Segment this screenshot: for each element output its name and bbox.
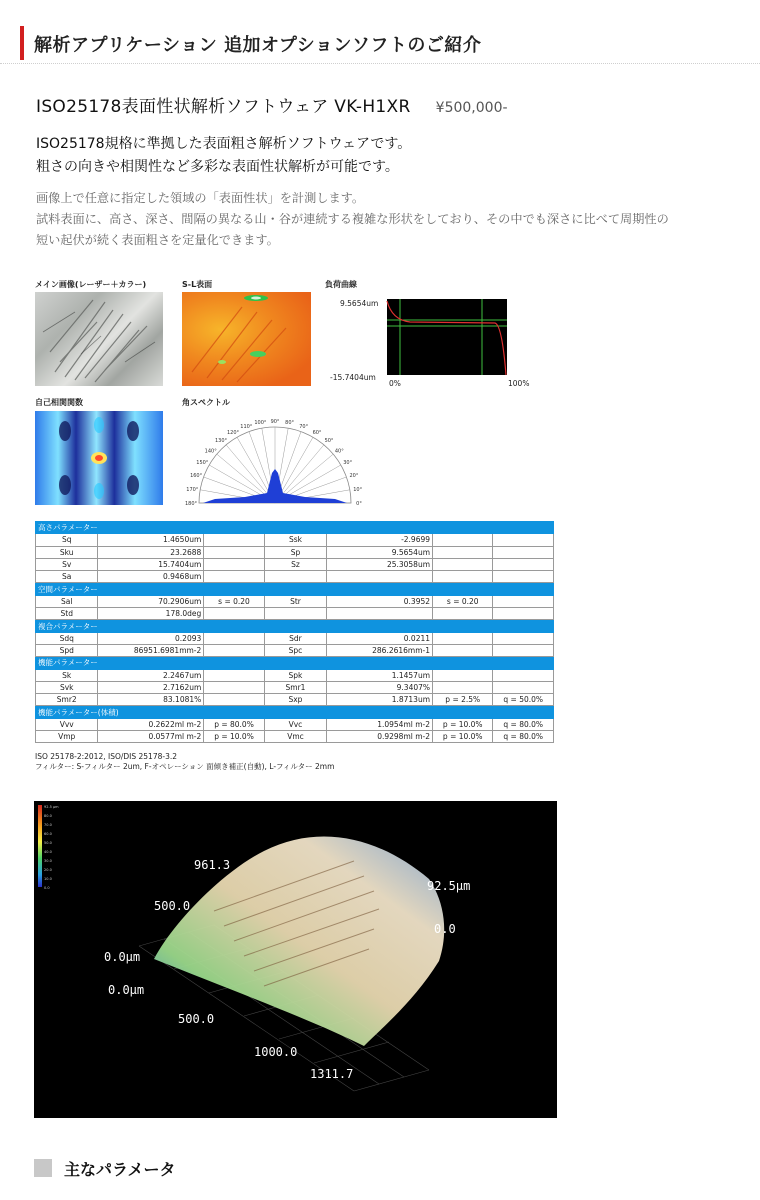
table-cell [327,571,433,583]
table-cell: 70.2906um [98,595,204,607]
polar-angle-label: 180° [184,501,198,507]
table-cell: Str [264,595,326,607]
section-title-cell: 高さパラメーター [36,522,554,534]
polar-angle-label: 10° [353,486,363,493]
table-cell: Sz [264,558,326,570]
table-cell: Smr1 [264,681,326,693]
table-cell [204,571,264,583]
axis-label: 92.5μm [427,879,471,893]
table-cell [433,546,493,558]
table-cell: p = 10.0% [204,731,264,743]
table-cell [493,571,554,583]
polar-angle-label: 160° [190,473,203,479]
table-row [36,608,554,620]
table-cell: Svk [36,681,98,693]
table-row [36,644,554,656]
table-cell: 0.2622ml m-2 [98,718,204,730]
axis-label: 500.0 [178,1012,215,1026]
axis-label: 1000.0 [254,1045,298,1059]
table-cell [433,534,493,546]
autocorrelation-image [35,411,163,505]
table-section-header [36,706,554,718]
table-row [36,558,554,570]
polar-angle-label: 50° [324,438,334,445]
color-scale-bar [38,805,42,887]
table-cell: 0.9468um [98,571,204,583]
table-cell: 9.3407% [327,681,433,693]
table-cell [433,644,493,656]
table-cell [433,558,493,570]
table-cell: Smr2 [36,694,98,706]
table-cell: Spk [264,669,326,681]
description-line: 画像上で任意に指定した領域の「表面性状」を計測します。 [36,191,365,205]
table-cell: 1.0954ml m-2 [327,718,433,730]
load-curve-x-left: 0% [389,379,401,388]
angle-spectrum-chart [180,410,370,510]
table-cell [433,608,493,620]
sl-surface-label: S-L表面 [182,280,213,289]
sl-surface-features [182,292,311,386]
table-cell: 15.7404um [98,558,204,570]
table-cell [204,644,264,656]
parameters-table [35,521,554,743]
table-cell [327,608,433,620]
table-cell: Sv [36,558,98,570]
polar-angle-label: 170° [186,486,199,493]
polar-angle-label: 60° [312,430,322,436]
table-cell: Sal [36,595,98,607]
table-cell: Spd [36,644,98,656]
table-cell: 83.1081% [98,694,204,706]
table-cell: p = 10.0% [433,718,493,730]
color-scale-tick: 30.0 [44,859,52,863]
table-row [36,718,554,730]
load-curve-y-top: 9.5654um [340,299,379,308]
color-scale-tick: 0.0 [44,886,50,890]
table-cell [204,632,264,644]
accent-bar [20,26,24,60]
table-cell [204,558,264,570]
polar-angle-label: 40° [334,448,344,455]
polar-angle-label: 120° [226,430,240,436]
table-cell [433,669,493,681]
table-cell: s = 0.20 [433,595,493,607]
table-cell: Sxp [264,694,326,706]
page-title: 解析アプリケーション 追加オプションソフトのご紹介 [34,35,482,56]
filter-line: フィルター: S-フィルター 2um, F-オペレーション 面傾き補正(自動), L-フィルター 2mm [35,762,335,771]
table-cell [433,571,493,583]
section-title-cell: 機能パラメーター(体積) [36,706,554,718]
table-cell: 286.2616mm-1 [327,644,433,656]
table-cell: Sa [36,571,98,583]
polar-angle-label: 0° [356,501,362,507]
table-cell: 86951.6981mm-2 [98,644,204,656]
polar-angle-label: 110° [240,423,253,430]
load-curve-plot-area [387,299,507,375]
load-curve-chart [330,292,540,392]
table-cell: 2.2467um [98,669,204,681]
table-cell: 1.4650um [98,534,204,546]
standards-notes [35,752,334,772]
table-row [36,534,554,546]
table-cell: Sdr [264,632,326,644]
lead-line: ISO25178規格に準拠した表面粗さ解析ソフトウェアです。 [36,136,412,152]
axis-label: 961.3 [194,858,231,872]
color-scale-tick: 10.0 [44,877,52,881]
table-cell [204,608,264,620]
table-cell [264,608,326,620]
table-row [36,546,554,558]
table-cell: 0.2093 [98,632,204,644]
table-cell: p = 10.0% [433,731,493,743]
table-row [36,632,554,644]
table-row [36,694,554,706]
table-row [36,681,554,693]
polar-angle-label: 100° [254,420,267,427]
table-cell [433,681,493,693]
autocorrelation-features [35,411,163,505]
table-cell: Vmp [36,731,98,743]
table-cell: 0.0577ml m-2 [98,731,204,743]
color-scale-tick: 92.5 μm [44,805,59,809]
color-scale-tick: 70.0 [44,823,52,827]
polar-angle-label: 130° [214,438,228,445]
table-row [36,669,554,681]
table-row [36,595,554,607]
table-cell: 23.2688 [98,546,204,558]
table-cell [493,558,554,570]
section-title-cell: 空間パラメーター [36,583,554,595]
table-row [36,571,554,583]
color-scale-tick: 60.0 [44,832,52,836]
product-price: ¥500,000- [435,100,508,116]
color-scale-tick: 40.0 [44,850,52,854]
table-cell [493,608,554,620]
table-section-header [36,522,554,534]
table-cell: 0.3952 [327,595,433,607]
section-marker [34,1159,52,1177]
table-row [36,731,554,743]
polar-angle-label: 150° [196,460,209,466]
axis-label: 1311.7 [310,1067,354,1081]
table-cell [204,681,264,693]
table-cell: 25.3058um [327,558,433,570]
table-cell: Std [36,608,98,620]
3d-surface-view [34,801,557,1118]
table-cell [493,546,554,558]
axis-label: 500.0 [154,899,191,913]
table-cell: Sku [36,546,98,558]
table-cell: 178.0deg [98,608,204,620]
load-curve-y-bottom: -15.7404um [330,373,376,382]
lead-text [36,133,411,179]
description [36,188,726,251]
table-cell: p = 80.0% [204,718,264,730]
main-image-label: メイン画像(レーザー＋カラー) [35,280,147,289]
product-line [36,92,508,117]
table-cell [264,571,326,583]
table-cell: -2.9699 [327,534,433,546]
sl-surface-image [182,292,311,386]
table-section-header [36,620,554,632]
standards-line: ISO 25178-2:2012, ISO/DIS 25178-3.2 [35,752,178,761]
table-cell: Sdq [36,632,98,644]
color-scale-tick: 20.0 [44,868,52,872]
table-cell: Vmc [264,731,326,743]
table-cell [204,694,264,706]
axis-label: 0.0 [434,922,456,936]
section-title-cell: 複合パラメーター [36,620,554,632]
table-cell: q = 80.0% [493,731,554,743]
table-cell [493,534,554,546]
table-cell: 1.8713um [327,694,433,706]
table-cell: q = 80.0% [493,718,554,730]
description-line: 短い起伏が続く表面粗さを定量化できます。 [36,233,279,247]
table-cell: p = 2.5% [433,694,493,706]
polar-angle-label: 90° [270,419,280,425]
page-header [0,0,760,64]
main-image [35,292,163,386]
table-cell: Sq [36,534,98,546]
description-line: 試料表面に、高さ、深さ、間隔の異なる山・谷が連続する複雑な形状をしており、その中でも深さに比べて周期性の [36,212,669,226]
section-title-cell: 機能パラメーター [36,657,554,669]
table-cell [204,669,264,681]
table-cell: 1.1457um [327,669,433,681]
polar-angle-label: 20° [349,473,359,479]
table-cell: Sk [36,669,98,681]
product-name: ISO25178表面性状解析ソフトウェア VK-H1XR [36,97,411,117]
table-cell [493,681,554,693]
table-section-header [36,657,554,669]
table-cell [433,632,493,644]
table-cell [204,546,264,558]
table-cell: 0.0211 [327,632,433,644]
polar-angle-label: 70° [299,423,309,430]
table-cell: q = 50.0% [493,694,554,706]
table-section-header [36,583,554,595]
table-cell: 2.7162um [98,681,204,693]
color-scale-tick: 50.0 [44,841,52,845]
section-title: 主なパラメータ [64,1160,176,1179]
table-cell: Vvc [264,718,326,730]
lead-line: 粗さの向きや相関性など多彩な表面性状解析が可能です。 [36,159,399,175]
axis-label: 0.0μm [108,983,145,997]
table-cell: Spc [264,644,326,656]
load-curve-x-right: 100% [508,379,530,388]
color-scale-tick: 80.0 [44,814,52,818]
table-cell: 9.5654um [327,546,433,558]
angle-spectrum-label: 角スペクトル [182,398,230,407]
table-cell: Ssk [264,534,326,546]
table-cell: 0.9298ml m-2 [327,731,433,743]
table-cell [493,632,554,644]
table-cell [493,595,554,607]
table-cell: Vvv [36,718,98,730]
table-cell [493,644,554,656]
polar-angle-label: 30° [343,460,353,466]
table-cell: Sp [264,546,326,558]
main-image-scratches [35,292,163,386]
table-cell [204,534,264,546]
axis-label: 0.0μm [104,950,141,964]
polar-angle-label: 80° [285,420,295,427]
table-cell: s = 0.20 [204,595,264,607]
table-cell [493,669,554,681]
load-curve-label: 負荷曲線 [325,280,357,289]
autocorrelation-label: 自己相関関数 [35,398,83,407]
polar-angle-label: 140° [204,448,217,455]
